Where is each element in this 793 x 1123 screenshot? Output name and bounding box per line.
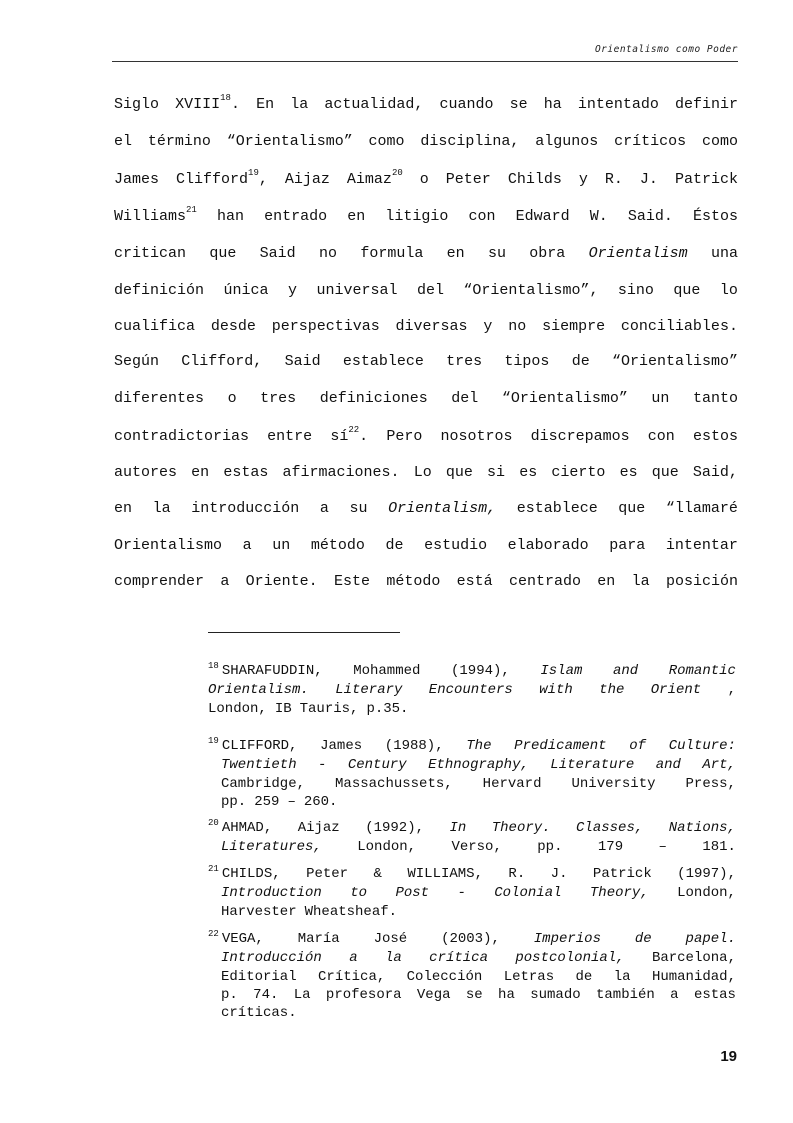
- word: The: [466, 738, 492, 754]
- word: Colonial: [494, 885, 562, 902]
- word: diversas: [395, 318, 468, 335]
- page-number: 19: [720, 1048, 737, 1065]
- word: Pero: [386, 428, 423, 445]
- word: Aimaz$^{20}$: [346, 168, 403, 188]
- word: críticas.: [221, 1005, 297, 1022]
- word: 260.: [303, 793, 338, 810]
- word: la: [631, 573, 650, 590]
- footnote-20: [208, 819, 736, 857]
- word: Literary: [335, 682, 403, 699]
- word: London,: [357, 839, 417, 856]
- word: y: [483, 318, 493, 335]
- word: a: [670, 986, 679, 1003]
- body-line: [114, 243, 738, 265]
- word: SHARAFUDDIN,: [221, 663, 323, 679]
- word: Literature: [550, 757, 635, 774]
- word: p.: [221, 986, 238, 1003]
- word: La: [293, 986, 311, 1003]
- word: si: [487, 464, 506, 481]
- word: contradictorias: [114, 428, 250, 445]
- word: pp.: [221, 793, 247, 810]
- word: Crítica,: [318, 968, 386, 985]
- word: han: [216, 208, 244, 225]
- footnote-line: [208, 930, 736, 949]
- word: Theory,: [589, 885, 649, 902]
- word: pp.: [537, 839, 563, 856]
- word: Twentieth: [221, 757, 297, 774]
- body-line: [114, 535, 738, 557]
- word: introducción: [191, 500, 300, 517]
- footnote-line: [208, 756, 736, 774]
- body-line: [114, 206, 738, 228]
- word: Orientalism.: [208, 682, 309, 699]
- footnote-line: [208, 968, 736, 986]
- body-line: [114, 498, 738, 520]
- word: Literatures,: [221, 839, 322, 856]
- word: críticos: [614, 133, 687, 150]
- word: en: [597, 573, 616, 590]
- word: Según: [114, 353, 160, 370]
- word: en: [191, 464, 210, 481]
- word: Harvester: [221, 903, 297, 920]
- word: Classes,: [576, 820, 644, 836]
- word: cierto: [551, 464, 606, 481]
- word: estas: [693, 986, 736, 1003]
- word: término: [147, 133, 211, 150]
- word: en: [114, 500, 133, 517]
- footnote-line: [208, 884, 736, 902]
- word: Patrick: [674, 171, 738, 188]
- word: Éstos: [692, 208, 738, 225]
- word: que: [673, 282, 701, 299]
- word: método: [386, 573, 441, 590]
- word: Said: [284, 353, 321, 370]
- word: del: [451, 390, 479, 407]
- word: Culture:: [668, 738, 736, 754]
- word: ,: [727, 682, 736, 699]
- word: London,: [208, 700, 267, 717]
- word: como: [701, 133, 738, 150]
- word: (1992),: [365, 820, 424, 836]
- word: “Orientalismo”: [501, 390, 628, 407]
- word: Encounters: [428, 682, 513, 699]
- word: a: [220, 573, 230, 590]
- word: J.: [639, 171, 658, 188]
- word: -: [457, 885, 466, 902]
- word: en: [446, 245, 465, 262]
- footnote-line: [208, 986, 736, 1004]
- word: definición: [114, 282, 205, 299]
- word: se: [509, 96, 528, 113]
- word: con: [647, 428, 675, 445]
- word: (1994),: [450, 663, 510, 679]
- word: Said.: [627, 208, 673, 225]
- word: es: [519, 464, 538, 481]
- running-header: Orientalismo como Poder: [594, 44, 738, 55]
- word: Orientalism,: [388, 500, 497, 517]
- footnote-18: [208, 662, 736, 718]
- word: elaborado: [507, 537, 589, 554]
- word: autores: [114, 464, 178, 481]
- word: Barcelona,: [651, 950, 736, 967]
- word: CHILDS,: [221, 866, 281, 882]
- word: como: [368, 133, 405, 150]
- word: algunos: [535, 133, 599, 150]
- body-line: [114, 131, 738, 153]
- word: sí$^{22}$.: [330, 425, 369, 445]
- word: Nations,: [668, 820, 736, 836]
- word: su: [487, 245, 506, 262]
- word: crítica: [429, 950, 488, 967]
- word: intentado: [577, 96, 659, 113]
- word: a: [242, 537, 252, 554]
- word: el: [114, 133, 133, 150]
- word: no: [508, 318, 527, 335]
- word: la: [384, 950, 402, 967]
- body-line: [114, 94, 738, 116]
- word: Aijaz: [284, 171, 330, 188]
- word: James: [114, 171, 160, 188]
- word: Islam: [540, 663, 583, 679]
- word: la: [613, 968, 631, 985]
- word: critican: [114, 245, 187, 262]
- word: tres: [446, 353, 483, 370]
- word: estas: [223, 464, 269, 481]
- word: se: [465, 986, 483, 1003]
- word: “llamaré: [665, 500, 738, 517]
- word: de: [571, 353, 590, 370]
- word: p.35.: [366, 700, 409, 717]
- footnote-line: [208, 775, 736, 793]
- word: su: [349, 500, 368, 517]
- word: “Orientalismo”: [226, 133, 353, 150]
- word: Said: [259, 245, 296, 262]
- footnote-line: [208, 949, 736, 967]
- body-line: [114, 280, 738, 302]
- word: que: [651, 464, 679, 481]
- word: James: [320, 738, 363, 754]
- footnote-reference[interactable]: 22: [348, 425, 360, 435]
- word: discrepamos: [530, 428, 630, 445]
- word: R.: [604, 171, 623, 188]
- word: Cambridge,: [221, 775, 306, 792]
- word: Edward: [515, 208, 570, 225]
- word: Colección: [406, 968, 483, 985]
- word: o: [419, 171, 429, 188]
- word: tres: [260, 390, 297, 407]
- word: Humanidad,: [651, 968, 736, 985]
- body-line: [114, 426, 738, 448]
- word: estos: [692, 428, 738, 445]
- word: con: [468, 208, 496, 225]
- word: Introduction: [221, 885, 322, 902]
- word: cualifica: [114, 318, 196, 335]
- footnote-line: [208, 865, 736, 884]
- word: y: [287, 282, 297, 299]
- footnote-reference[interactable]: 19: [248, 168, 259, 178]
- word: de: [385, 537, 404, 554]
- word: de: [634, 931, 652, 947]
- word: Williams$^{21}$: [114, 205, 197, 225]
- word: Peter: [445, 171, 491, 188]
- footnote-number: 22: [208, 929, 219, 939]
- word: –: [658, 839, 667, 856]
- word: En: [256, 96, 275, 113]
- word: la: [290, 96, 309, 113]
- word: de: [575, 968, 593, 985]
- word: estudio: [424, 537, 488, 554]
- word: disciplina,: [420, 133, 520, 150]
- word: a: [349, 950, 358, 967]
- word: obra: [529, 245, 566, 262]
- word: AHMAD,: [221, 820, 273, 836]
- word: definir: [674, 96, 738, 113]
- word: a: [319, 500, 329, 517]
- footnote-22: [208, 930, 736, 1022]
- word: en: [347, 208, 366, 225]
- word: Art,: [702, 757, 736, 774]
- word: Editorial: [221, 968, 297, 985]
- word: Aijaz: [297, 820, 340, 836]
- word: intentar: [665, 537, 738, 554]
- word: In: [449, 820, 467, 836]
- footnote-number: 19: [208, 736, 219, 746]
- word: Orient: [650, 682, 702, 699]
- body-line: [114, 462, 738, 484]
- footnote-line: [208, 793, 736, 811]
- word: desde: [210, 318, 256, 335]
- word: Romantic: [668, 663, 736, 679]
- word: Childs: [507, 171, 562, 188]
- word: un: [272, 537, 291, 554]
- word: una: [710, 245, 738, 262]
- word: cuando: [439, 96, 494, 113]
- word: profesora: [325, 986, 402, 1003]
- word: Orientalism: [588, 245, 688, 262]
- word: es: [619, 464, 638, 481]
- word: diferentes: [114, 390, 205, 407]
- word: “Orientalismo”: [611, 353, 738, 370]
- word: (1997),: [677, 866, 736, 882]
- word: (1988),: [384, 738, 444, 754]
- word: of: [629, 738, 647, 754]
- word: un: [651, 390, 670, 407]
- word: Introducción: [221, 950, 322, 967]
- word: Verso,: [451, 839, 502, 856]
- word: 259: [254, 793, 280, 810]
- word: Vega: [416, 986, 451, 1003]
- word: litigio: [385, 208, 449, 225]
- word: XVIII$^{18}$.: [175, 93, 240, 113]
- word: and: [655, 757, 681, 774]
- word: 179: [597, 839, 624, 856]
- word: and: [612, 663, 639, 679]
- word: posición: [665, 573, 738, 590]
- footnote-number: 18: [208, 661, 219, 671]
- footnote-line: [208, 1004, 736, 1022]
- word: Orientalismo: [114, 537, 223, 554]
- word: Este: [333, 573, 370, 590]
- word: Siglo: [114, 96, 160, 113]
- word: 74.: [253, 986, 279, 1003]
- footnote-line: [208, 903, 736, 921]
- word: Clifford,: [181, 353, 263, 370]
- word: centrado: [508, 573, 581, 590]
- word: ha: [543, 96, 562, 113]
- word: conciliables.: [620, 318, 738, 335]
- word: Clifford$^{19}$,: [176, 168, 268, 188]
- word: sumado: [530, 986, 581, 1003]
- word: del: [416, 282, 444, 299]
- word: y: [578, 171, 588, 188]
- word: IB: [274, 700, 292, 717]
- word: Ethnography,: [428, 757, 529, 774]
- footnote-number: 20: [208, 818, 219, 828]
- word: para: [609, 537, 646, 554]
- word: CLIFFORD,: [221, 738, 298, 754]
- word: definiciones: [319, 390, 428, 407]
- word: Letras: [503, 968, 555, 985]
- footnote-separator: [208, 632, 400, 633]
- word: Post: [395, 885, 430, 902]
- body-line: [114, 351, 738, 373]
- word: entre: [267, 428, 313, 445]
- word: University: [571, 775, 656, 792]
- word: actualidad,: [324, 96, 424, 113]
- word: que: [618, 500, 646, 517]
- word: &: [373, 866, 382, 882]
- word: Lo: [413, 464, 432, 481]
- word: perspectivas: [271, 318, 380, 335]
- footnote-line: [208, 681, 736, 699]
- word: VEGA,: [221, 931, 264, 947]
- word: (2003),: [441, 931, 500, 947]
- word: está: [456, 573, 493, 590]
- word: ha: [498, 986, 515, 1003]
- word: José: [373, 931, 408, 947]
- word: J.: [550, 866, 568, 882]
- word: postcolonial,: [515, 950, 625, 967]
- word: W.: [589, 208, 608, 225]
- word: establece: [516, 500, 598, 517]
- word: Peter: [306, 866, 349, 882]
- footnote-19: [208, 737, 736, 811]
- word: Press,: [685, 775, 736, 792]
- word: la: [152, 500, 171, 517]
- word: Theory.: [491, 820, 551, 836]
- word: “Orientalismo”,: [463, 282, 599, 299]
- word: 181.: [702, 839, 736, 856]
- word: Patrick: [592, 866, 652, 882]
- body-line: [114, 169, 738, 191]
- footnote-line: [208, 700, 736, 718]
- word: to: [350, 885, 368, 902]
- word: Hervard: [482, 775, 542, 792]
- word: María: [297, 931, 340, 947]
- word: que: [445, 464, 473, 481]
- word: papel.: [685, 931, 736, 947]
- word: única: [223, 282, 269, 299]
- word: the: [599, 682, 625, 699]
- word: nosotros: [440, 428, 513, 445]
- word: WILLIAMS,: [407, 866, 483, 882]
- word: o: [227, 390, 237, 407]
- word: afirmaciones.: [282, 464, 400, 481]
- word: Imperios: [533, 931, 601, 947]
- word: sino: [617, 282, 654, 299]
- word: R.: [508, 866, 526, 882]
- body-line: [114, 388, 738, 410]
- word: –: [287, 793, 296, 810]
- word: tanto: [692, 390, 738, 407]
- footnote-line: [208, 662, 736, 681]
- word: Century: [347, 757, 407, 774]
- word: Mohammed: [353, 663, 421, 679]
- footnote-reference[interactable]: 18: [220, 93, 231, 103]
- footnote-reference[interactable]: 20: [391, 168, 403, 178]
- word: siempre: [542, 318, 606, 335]
- word: Wheatsheaf.: [304, 903, 398, 920]
- header-rule: [112, 61, 738, 62]
- word: universal: [316, 282, 398, 299]
- word: Oriente.: [245, 573, 318, 590]
- word: lo: [719, 282, 738, 299]
- footnote-21: [208, 865, 736, 921]
- word: Said,: [692, 464, 738, 481]
- word: comprender: [114, 573, 205, 590]
- footnote-line: [208, 838, 736, 856]
- word: London,: [677, 885, 736, 902]
- word: método: [310, 537, 365, 554]
- word: entrado: [264, 208, 328, 225]
- footnote-line: [208, 737, 736, 756]
- body-line: [114, 316, 738, 338]
- word: -: [318, 757, 327, 774]
- footnote-reference[interactable]: 21: [186, 205, 197, 215]
- word: tipos: [504, 353, 550, 370]
- word: también: [596, 986, 655, 1003]
- word: establece: [342, 353, 424, 370]
- word: que: [209, 245, 237, 262]
- word: Massachussets,: [335, 775, 453, 792]
- word: no: [318, 245, 337, 262]
- word: formula: [360, 245, 424, 262]
- footnote-line: [208, 819, 736, 838]
- word: Predicament: [514, 738, 607, 754]
- footnote-number: 21: [208, 864, 219, 874]
- body-line: [114, 571, 738, 593]
- word: with: [539, 682, 573, 699]
- word: Tauris,: [299, 700, 359, 717]
